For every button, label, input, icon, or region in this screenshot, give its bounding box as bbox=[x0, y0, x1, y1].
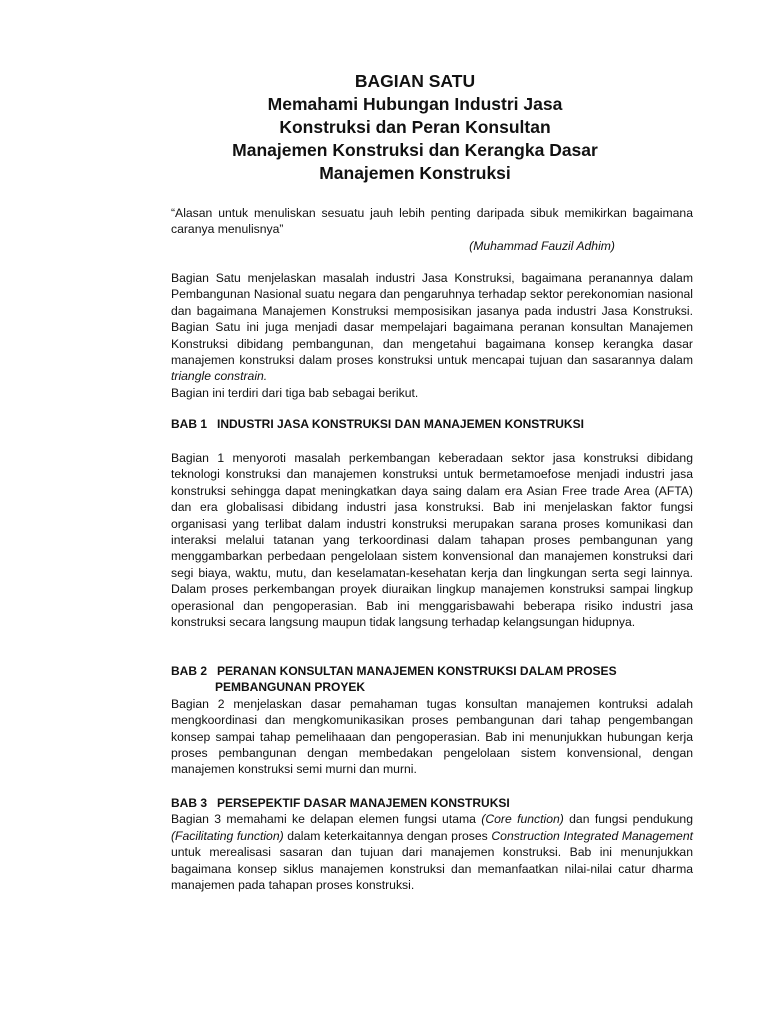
intro-paragraph bbox=[171, 270, 693, 385]
bab3-text-3: dalam keterkaitannya dengan proses bbox=[283, 828, 492, 843]
bab2-paragraph: Bagian 2 menjelaskan dasar pemahaman tugas konsultan manajemen kontruksi adalah mengkoordinasi dan mengkomunikasikan proses pembangunan dari tahap pengembangan konsep sampai tahap pemelihaaan dan pengoperasian. Bab ini menunjukkan hubungan kerja proses pembangunan dengan membedakan pengelolaan sistem konvensional, dengan manajemen konstruksi semi murni dan murni. bbox=[171, 696, 693, 777]
bab3-heading bbox=[171, 795, 693, 811]
bab1-number: BAB 1 bbox=[171, 417, 208, 431]
bab3-italic-1: (Core function) bbox=[481, 812, 564, 827]
bab2-title-line-2: PEMBANGUNAN PROYEK bbox=[215, 680, 366, 695]
bab1-body bbox=[171, 450, 693, 630]
bab3-text-4: untuk merealisasi sasaran dan tujuan dari manajemen konstruksi. Bab ini menunjukkan bagaimana konsep siklus manajemen konstruksi dan memanfaatkan nilai-nilai catur dharma manajemen pada tahapan proses konstruksi. bbox=[171, 845, 693, 893]
bab2-heading bbox=[171, 663, 693, 696]
title-line-5: Manajemen Konstruksi bbox=[319, 163, 511, 183]
title-line-1: BAGIAN SATU bbox=[354, 71, 476, 91]
bab2-title-line-1: PERANAN KONSULTAN MANAJEMEN KONSTRUKSI DALAM PROSES bbox=[217, 664, 617, 678]
bab3-section bbox=[171, 795, 693, 893]
bab3-text-2: dan fungsi pendukung bbox=[563, 812, 693, 827]
bab2-number: BAB 2 bbox=[171, 664, 208, 678]
title-line-2: Memahami Hubungan Industri Jasa bbox=[267, 94, 563, 114]
intro-line-2: Bagian ini terdiri dari tiga bab sebagai berikut. bbox=[171, 385, 419, 400]
intro-italic-text: triangle constrain. bbox=[171, 369, 268, 384]
bab1-title: INDUSTRI JASA KONSTRUKSI DAN MANAJEMEN KONSTRUKSI bbox=[217, 417, 584, 431]
bab3-italic-3: Construction Integrated Management bbox=[491, 828, 693, 843]
quote-author: (Muhammad Fauzil Adhim) bbox=[469, 238, 615, 253]
bab1-section bbox=[171, 416, 693, 432]
intro-section bbox=[171, 270, 693, 401]
bab3-italic-2: (Facilitating function) bbox=[171, 828, 284, 843]
bab3-title: PERSEPEKTIF DASAR MANAJEMEN KONSTRUKSI bbox=[217, 796, 510, 810]
page-title bbox=[150, 70, 680, 185]
bab3-paragraph bbox=[171, 811, 693, 893]
quote-text: “Alasan untuk menuliskan sesuatu jauh lebih penting daripada sibuk memikirkan bagaimana caranya menulisnya” bbox=[171, 206, 693, 237]
title-line-4: Manajemen Konstruksi dan Kerangka Dasar bbox=[232, 140, 598, 160]
intro-text: Bagian Satu menjelaskan masalah industri Jasa Konstruksi, bagaimana peranannya dalam Pembangunan Nasional suatu negara dan pengaruhnya terhadap sektor perekonomian nasional dan bagaimana Manajemen Konstruksi memposisikan jasanya pada industri Jasa Konstruksi. Bagian Satu ini juga menjadi dasar mempelajari bagaimana peranan konsultan Manajemen Konstruksi dibidang pembangunan, dan mengetahui bagaimana konsep kerangka dasar manajemen konstruksi dalam proses konstruksi untuk mencapai tujuan dan sasarannya dalam bbox=[171, 271, 693, 368]
bab1-paragraph: Bagian 1 menyoroti masalah perkembangan keberadaan sektor jasa konstruksi dibidang teknologi konstruksi dan manajemen konstruksi untuk bermetamoefose menjadi industri jasa konstruksi sehingga dapat meningkatkan daya saing dalam era Asian Free trade Area (AFTA) dan era globalisasi dibidang industri jasa konstruksi. Bab ini menjelaskan faktor fungsi organisasi yang terlibat dalam industri konstruksi merupakan sarana proses komunikasi dan interaksi melalui tatanan yang terkoordinasi dalam tahapan proses pembangunan yang menggambarkan perbedaan pengelolaan sistem konvensional dan manajemen konstruksi dari segi biaya, waktu, mutu, dan keselamatan-kesehatan kerja dan lingkungan serta segi lainnya. Dalam proses perkembangan proyek diuraikan lingkup manajemen konstruksi sampai lingkup operasional dan pengoperasian. Bab ini menggarisbawahi beberapa risiko industri jasa konstruksi secara langsung maupun tidak langsung terhadap kelangsungan hidupnya. bbox=[171, 451, 693, 630]
bab3-text-1: Bagian 3 memahami ke delapan elemen fungsi utama bbox=[171, 812, 482, 827]
bab2-section bbox=[171, 663, 693, 778]
quote-block bbox=[171, 205, 693, 254]
bab1-heading bbox=[171, 416, 693, 432]
bab3-number: BAB 3 bbox=[171, 796, 208, 810]
title-line-3: Konstruksi dan Peran Konsultan bbox=[279, 117, 551, 137]
